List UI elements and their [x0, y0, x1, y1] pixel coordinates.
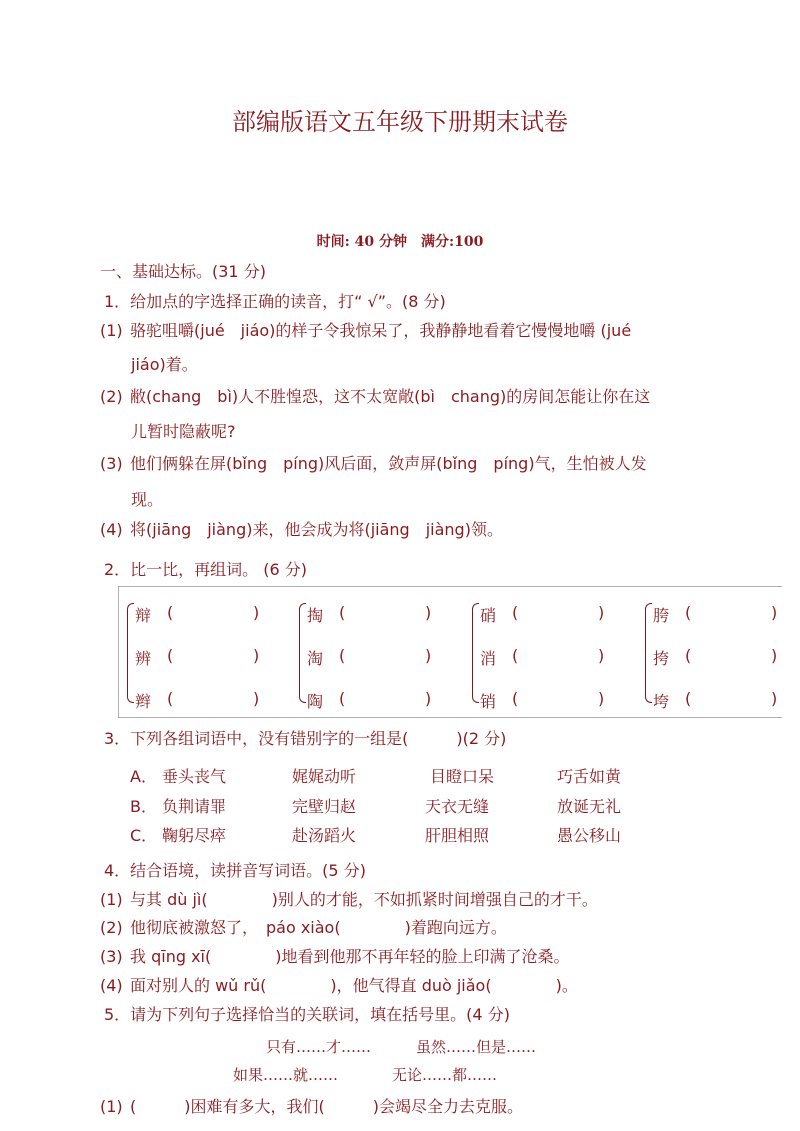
conjunction-option: 如果……就……	[233, 1066, 339, 1084]
answer-blank-close: )	[253, 646, 260, 665]
conjunction-option: 虽然……但是……	[416, 1038, 537, 1056]
page-title: 部编版语文五年级下册期末试卷	[232, 108, 568, 136]
conjunction-option: 无论……都……	[392, 1066, 498, 1084]
q4-item-3	[100, 944, 569, 967]
item-number: (3)	[100, 454, 123, 473]
q1-item-3	[100, 451, 647, 474]
q1-item-1	[100, 318, 631, 341]
item-number: (3)	[100, 947, 123, 966]
item-text: 面对别人的 wǔ rǔ( )，他气得直 duò jiǎo( )。	[130, 976, 578, 995]
conjunction-option: 只有……才……	[266, 1038, 372, 1056]
option-word: 赴汤蹈火	[292, 826, 357, 845]
char: 消	[480, 649, 497, 668]
answer-blank-close: )	[771, 646, 778, 665]
answer-blank-close: )	[425, 603, 432, 622]
item-number: (1)	[100, 890, 123, 909]
option-letter: B．	[130, 797, 157, 816]
q1-item-2-cont: 儿暂时隐蔽呢?	[131, 422, 236, 441]
char: 淘	[307, 649, 324, 668]
q5-item-1	[100, 1094, 523, 1117]
option-word: 娓娓动听	[292, 767, 357, 786]
answer-blank-close: )	[425, 689, 432, 708]
char-group-4	[639, 603, 799, 711]
answer-blank-close: )	[253, 603, 260, 622]
char: 垮	[653, 692, 670, 711]
option-letter: C．	[130, 826, 158, 845]
char: 辩	[135, 606, 152, 625]
q1-item-2	[100, 384, 650, 407]
item-number: (2)	[100, 918, 123, 937]
brace	[645, 603, 652, 703]
char: 挎	[653, 649, 670, 668]
item-number: (4)	[100, 976, 123, 995]
option-word: 巧舌如黄	[557, 767, 622, 786]
char-group-3	[466, 603, 626, 711]
answer-blank-open[interactable]: (	[167, 689, 174, 708]
item-number: (4)	[100, 520, 123, 539]
answer-blank-close: )	[598, 689, 605, 708]
item-number: (1)	[100, 1097, 123, 1116]
char: 陶	[307, 692, 324, 711]
q4-item-1	[100, 887, 598, 910]
char: 辫	[135, 692, 152, 711]
option-word: 垂头丧气	[162, 767, 227, 786]
answer-blank-open[interactable]: (	[167, 646, 174, 665]
item-text: 敝(chang bì)人不胜惶恐，这不太宽敞(bì chang)的房间怎能让你在这	[130, 387, 651, 406]
question-3-label: 3．下列各组词语中，没有错别字的一组是( )(2 分)	[104, 729, 507, 748]
q4-item-2	[100, 915, 507, 938]
item-text: 骆驼咀嚼(jué jiáo)的样子令我惊呆了，我静静地看着它慢慢地嚼 (jué	[130, 321, 632, 340]
char: 掏	[307, 606, 324, 625]
answer-blank-open[interactable]: (	[167, 603, 174, 622]
item-number: (1)	[100, 321, 123, 340]
answer-blank-close: )	[425, 646, 432, 665]
option-letter: A．	[130, 767, 157, 786]
answer-blank-open[interactable]: (	[512, 646, 519, 665]
char: 胯	[653, 606, 670, 625]
q1-item-4	[100, 517, 503, 540]
char: 硝	[480, 606, 497, 625]
option-word: 天衣无缝	[425, 797, 490, 816]
word-compare-box	[118, 586, 782, 718]
item-text: 他彻底被激怒了， páo xiào( )着跑向远方。	[130, 918, 507, 937]
question-4-label: 4．结合语境，读拼音写词语。(5 分)	[104, 861, 366, 880]
char: 辨	[135, 649, 152, 668]
option-word: 鞠躬尽瘁	[162, 826, 227, 845]
option-word: 肝胆相照	[425, 826, 490, 845]
item-text: 与其 dù jì( )别人的才能，不如抓紧时间增强自己的才干。	[130, 890, 598, 909]
option-word: 负荆请罪	[162, 797, 227, 816]
char-group-2	[293, 603, 453, 711]
char: 销	[480, 692, 497, 711]
char-group-1	[121, 603, 281, 711]
option-word: 愚公移山	[557, 826, 622, 845]
answer-blank-close: )	[771, 603, 778, 622]
answer-blank-close: )	[598, 603, 605, 622]
item-number: (2)	[100, 387, 123, 406]
question-5-label: 5．请为下列句子选择恰当的关联词，填在括号里。(4 分)	[104, 1005, 510, 1024]
option-word: 放诞无礼	[557, 797, 622, 816]
answer-blank-open[interactable]: (	[339, 603, 346, 622]
option-word: 目瞪口呆	[430, 767, 495, 786]
brace	[472, 603, 479, 703]
answer-blank-open[interactable]: (	[685, 646, 692, 665]
answer-blank-close: )	[771, 689, 778, 708]
question-2-label: 2．比一比，再组词。 (6 分)	[104, 560, 308, 579]
answer-blank-open[interactable]: (	[512, 603, 519, 622]
item-text: ( )困难有多大，我们( )会竭尽全力去克服。	[130, 1097, 523, 1116]
section-heading: 一、基础达标。(31 分)	[100, 262, 266, 281]
item-text: 将(jiāng jiàng)来，他会成为将(jiāng jiàng)领。	[130, 520, 503, 539]
brace	[299, 603, 306, 703]
brace	[127, 603, 134, 703]
answer-blank-open[interactable]: (	[339, 689, 346, 708]
q1-item-3-cont: 现。	[131, 490, 164, 509]
answer-blank-open[interactable]: (	[512, 689, 519, 708]
answer-blank-open[interactable]: (	[339, 646, 346, 665]
question-1-label: 1．给加点的字选择正确的读音，打“ √”。(8 分)	[104, 292, 446, 311]
item-text: 我 qīng xī( )地看到他那不再年轻的脸上印满了沧桑。	[130, 947, 570, 966]
option-word: 完壁归赵	[292, 797, 357, 816]
answer-blank-close: )	[598, 646, 605, 665]
q1-item-1-cont: jiáo)着。	[131, 355, 198, 374]
item-text: 他们俩躲在屏(bǐng píng)风后面，敛声屏(bǐng píng)气，生怕被人发	[130, 454, 647, 473]
answer-blank-open[interactable]: (	[685, 689, 692, 708]
answer-blank-close: )	[253, 689, 260, 708]
q4-item-4	[100, 973, 578, 996]
answer-blank-open[interactable]: (	[685, 603, 692, 622]
exam-meta: 时间: 40 分钟 满分:100	[316, 234, 484, 250]
